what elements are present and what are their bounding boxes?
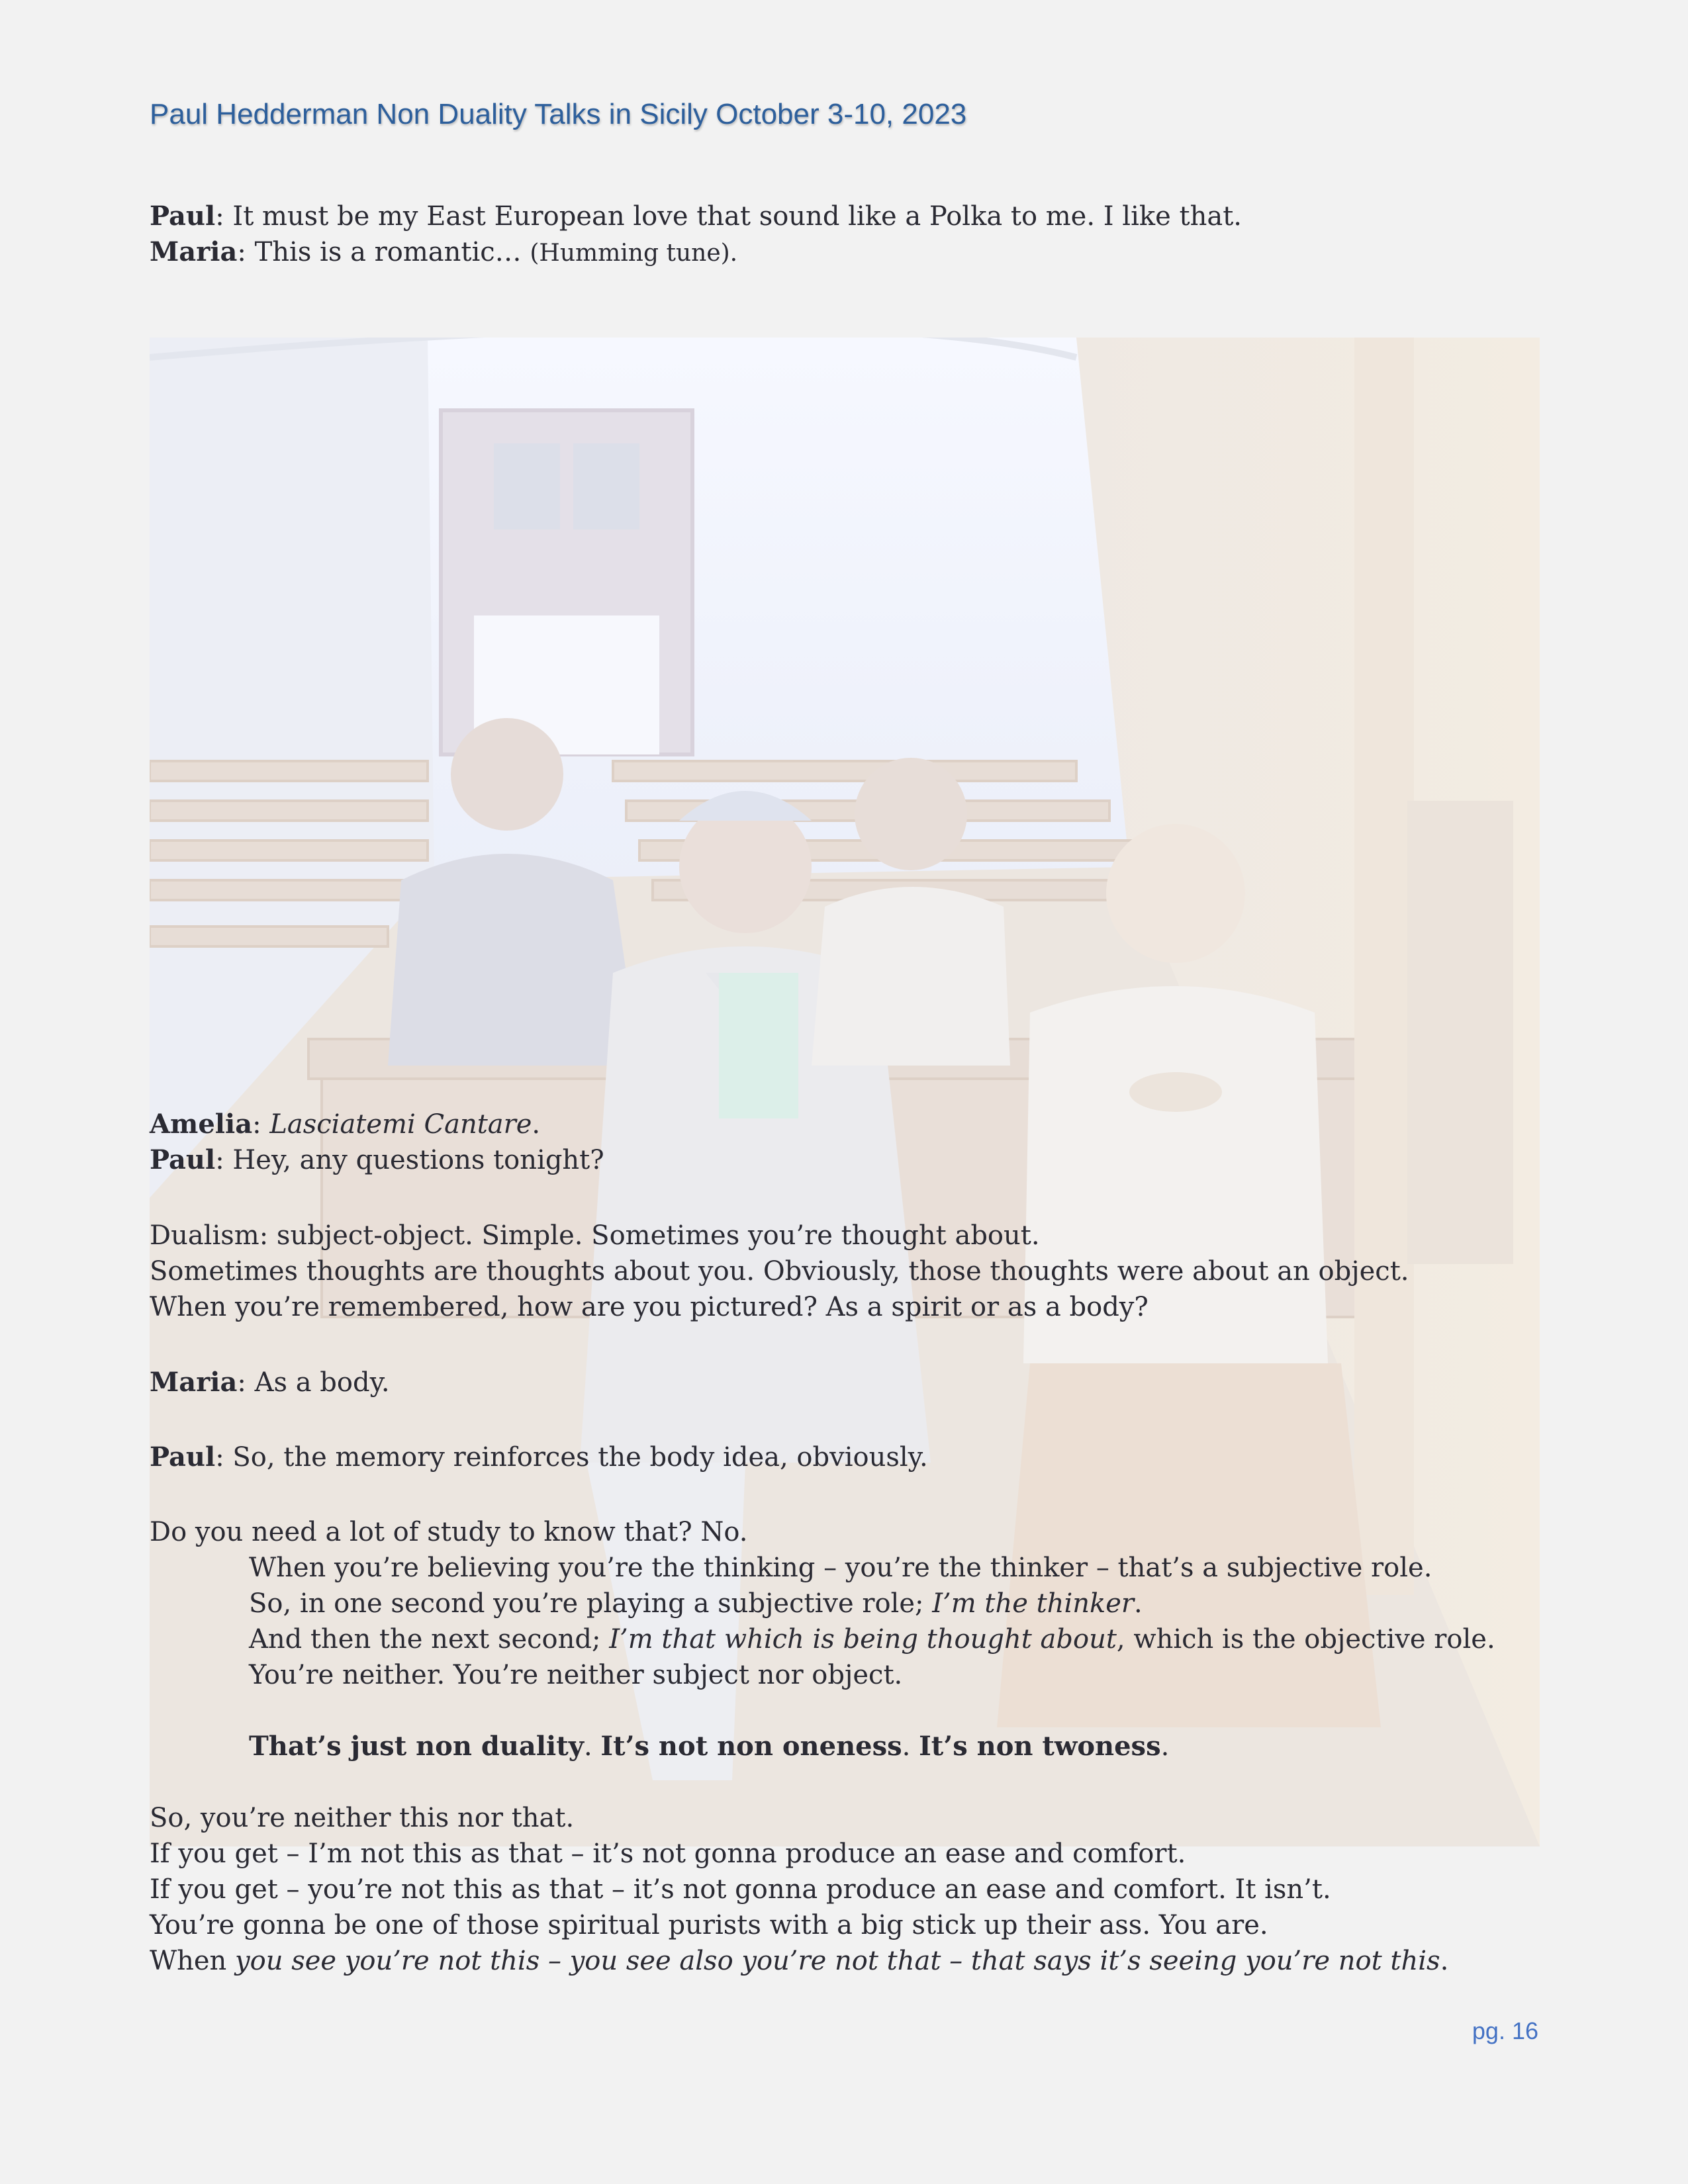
document-header: Paul Hedderman Non Duality Talks in Sicily October 3-10, 2023: [150, 98, 967, 130]
paul-question-line: Paul: Hey, any questions tonight?: [150, 1144, 604, 1175]
stage-note: (Humming tune).: [530, 240, 738, 267]
indented-line: And then the next second; I’m that which is being thought about, which is the objective role.: [249, 1624, 1495, 1655]
emphasis-line: That’s just non duality. It’s not non oneness. It’s non twoness.: [249, 1731, 1170, 1762]
speaker-amelia: Amelia: [150, 1109, 253, 1140]
indented-line: So, in one second you’re playing a subjective role; I’m the thinker.: [249, 1588, 1143, 1619]
paragraph-line: You’re gonna be one of those spiritual purists with a big stick up their ass. You are.: [150, 1910, 1268, 1940]
paragraph-line: So, you’re neither this nor that.: [150, 1803, 575, 1833]
speaker-paul: Paul: [150, 1144, 216, 1175]
paragraph-line: Dualism: subject-object. Simple. Sometimes you’re thought about.: [150, 1220, 1040, 1251]
maria-answer-line: Maria: As a body.: [150, 1367, 390, 1398]
intro-line-paul: Paul: It must be my East European love that sound like a Polka to me. I like that.: [150, 201, 1242, 232]
paragraph-line: When you see you’re not this – you see also you’re not that – that says it’s seeing you’re not this.: [150, 1946, 1449, 1976]
amelia-line: Amelia: Lasciatemi Cantare.: [150, 1109, 541, 1140]
paragraph-line: When you’re remembered, how are you pictured? As a spirit or as a body?: [150, 1292, 1149, 1322]
paragraph-line: Do you need a lot of study to know that? No.: [150, 1517, 748, 1547]
indented-line: When you’re believing you’re the thinking – you’re the thinker – that’s a subjective role.: [249, 1553, 1432, 1583]
speaker-paul: Paul: [150, 201, 216, 232]
intro-line-maria: Maria: This is a romantic… (Humming tune).: [150, 236, 738, 267]
speaker-maria: Maria: [150, 236, 238, 267]
paragraph-line: If you get – I’m not this as that – it’s not gonna produce an ease and comfort.: [150, 1839, 1186, 1869]
paul-answer-line: Paul: So, the memory reinforces the body idea, obviously.: [150, 1441, 928, 1473]
paragraph-line: If you get – you’re not this as that – it’s not gonna produce an ease and comfort. It isn’t.: [150, 1874, 1331, 1905]
speaker-maria: Maria: [150, 1367, 238, 1398]
paragraph-line: Sometimes thoughts are thoughts about you. Obviously, those thoughts were about an object.: [150, 1256, 1409, 1287]
page-number: pg. 16: [1472, 2017, 1538, 2044]
song-title: Lasciatemi Cantare: [269, 1109, 532, 1140]
indented-line: You’re neither. You’re neither subject nor object.: [249, 1660, 903, 1690]
speaker-paul: Paul: [150, 1441, 216, 1473]
